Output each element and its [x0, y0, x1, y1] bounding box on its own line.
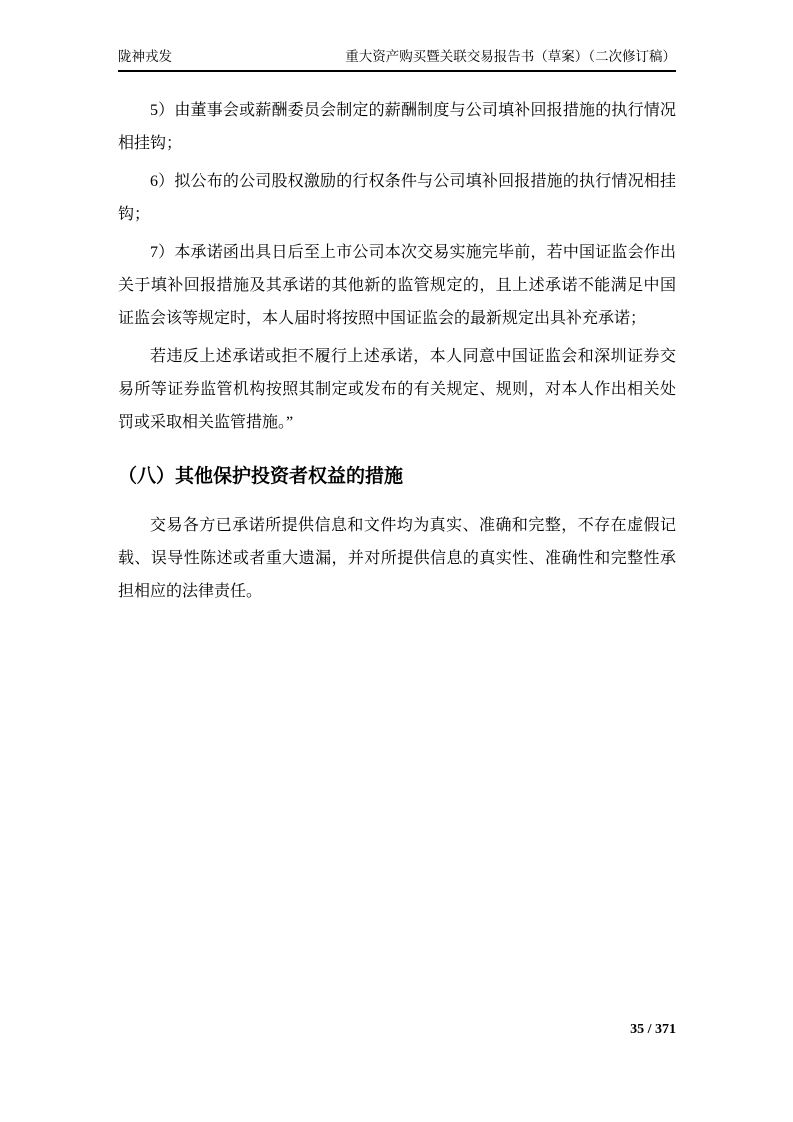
header-document-title: 重大资产购买暨关联交易报告书（草案）（二次修订稿）	[345, 49, 676, 64]
paragraph-closing: 交易各方已承诺所提供信息和文件均为真实、准确和完整，不存在虚假记载、误导性陈述或者重大遗漏，并对所提供信息的真实性、准确性和完整性承担相应的法律责任。	[118, 517, 676, 600]
paragraph-violation-clause: 若违反上述承诺或拒不履行上述承诺，本人同意中国证监会和深圳证券交易所等证券监管机构按照其制定或发布的有关规定、规则，对本人作出相关处罚或采取相关监管措施。”	[118, 348, 676, 431]
header-company-short-name: 陇神戎发	[118, 49, 172, 64]
paragraph-item-6: 6）拟公布的公司股权激励的行权条件与公司填补回报措施的执行情况相挂钩；	[118, 173, 676, 223]
section-heading: （八）其他保护投资者权益的措施	[118, 466, 404, 487]
page-content	[118, 94, 676, 613]
page-header	[118, 48, 676, 72]
paragraph-item-7: 7）本承诺函出具日后至上市公司本次交易实施完毕前，若中国证监会作出关于填补回报措施及其承诺的其他新的监管规定的，且上述承诺不能满足中国证监会该等规定时，本人届时将按照中国证监会的最新规定出具补充承诺；	[118, 244, 676, 327]
page-footer	[118, 1021, 676, 1039]
paragraph-item-5: 5）由董事会或薪酬委员会制定的薪酬制度与公司填补回报措施的执行情况相挂钩；	[118, 102, 676, 152]
page-number: 35 / 371	[630, 1022, 676, 1037]
